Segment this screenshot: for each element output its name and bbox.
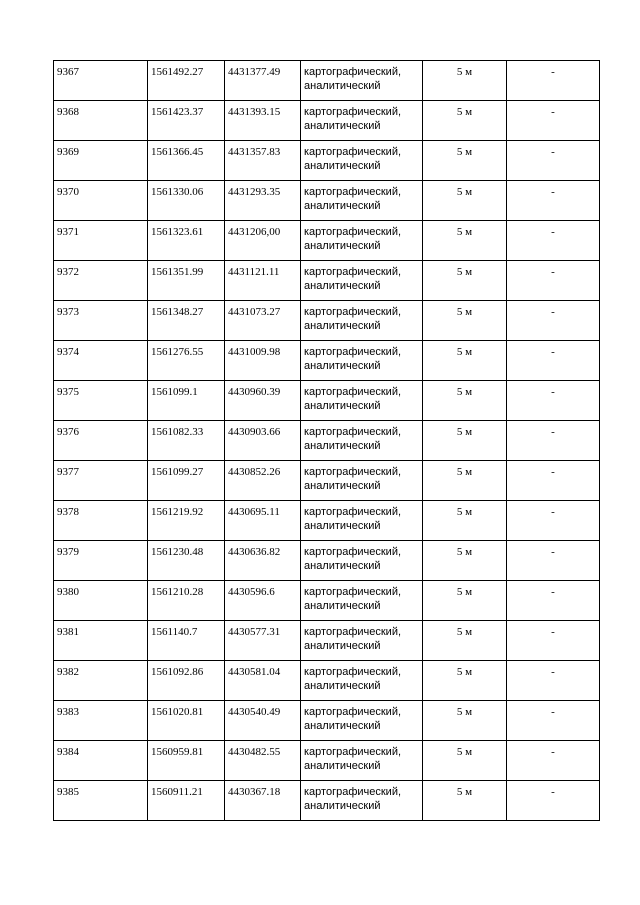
method-cell: картографический, аналитический xyxy=(301,301,423,341)
x-coordinate-cell: 1561323.61 xyxy=(148,221,225,261)
point-number-cell: 9367 xyxy=(54,61,148,101)
point-number-cell: 9369 xyxy=(54,141,148,181)
method-cell: картографический, аналитический xyxy=(301,61,423,101)
point-number-cell: 9373 xyxy=(54,301,148,341)
note-cell: - xyxy=(507,61,600,101)
x-coordinate-cell: 1560911.21 xyxy=(148,781,225,821)
x-coordinate-cell: 1561492.27 xyxy=(148,61,225,101)
method-cell: картографический, аналитический xyxy=(301,181,423,221)
note-cell: - xyxy=(507,181,600,221)
y-coordinate-cell: 4430852.26 xyxy=(225,461,301,501)
table-row xyxy=(54,261,600,301)
table-row xyxy=(54,701,600,741)
table-row xyxy=(54,301,600,341)
point-number-cell: 9374 xyxy=(54,341,148,381)
y-coordinate-cell: 4430695.11 xyxy=(225,501,301,541)
table-row xyxy=(54,781,600,821)
y-coordinate-cell: 4431293.35 xyxy=(225,181,301,221)
y-coordinate-cell: 4430596.6 xyxy=(225,581,301,621)
table-row xyxy=(54,341,600,381)
x-coordinate-cell: 1561230.48 xyxy=(148,541,225,581)
method-cell: картографический, аналитический xyxy=(301,701,423,741)
accuracy-cell: 5 м xyxy=(423,541,507,581)
table-row xyxy=(54,661,600,701)
coordinates-table xyxy=(53,60,600,821)
point-number-cell: 9377 xyxy=(54,461,148,501)
y-coordinate-cell: 4430482.55 xyxy=(225,741,301,781)
note-cell: - xyxy=(507,101,600,141)
point-number-cell: 9375 xyxy=(54,381,148,421)
point-number-cell: 9380 xyxy=(54,581,148,621)
method-cell: картографический, аналитический xyxy=(301,141,423,181)
table-row xyxy=(54,621,600,661)
method-cell: картографический, аналитический xyxy=(301,581,423,621)
y-coordinate-cell: 4431206,00 xyxy=(225,221,301,261)
y-coordinate-cell: 4430367.18 xyxy=(225,781,301,821)
note-cell: - xyxy=(507,261,600,301)
y-coordinate-cell: 4430540.49 xyxy=(225,701,301,741)
note-cell: - xyxy=(507,421,600,461)
table-body xyxy=(54,61,600,821)
point-number-cell: 9376 xyxy=(54,421,148,461)
method-cell: картографический, аналитический xyxy=(301,341,423,381)
accuracy-cell: 5 м xyxy=(423,101,507,141)
accuracy-cell: 5 м xyxy=(423,421,507,461)
point-number-cell: 9384 xyxy=(54,741,148,781)
note-cell: - xyxy=(507,701,600,741)
table-row xyxy=(54,421,600,461)
y-coordinate-cell: 4430960.39 xyxy=(225,381,301,421)
note-cell: - xyxy=(507,341,600,381)
accuracy-cell: 5 м xyxy=(423,661,507,701)
method-cell: картографический, аналитический xyxy=(301,781,423,821)
accuracy-cell: 5 м xyxy=(423,741,507,781)
method-cell: картографический, аналитический xyxy=(301,381,423,421)
x-coordinate-cell: 1561099.27 xyxy=(148,461,225,501)
table-row xyxy=(54,501,600,541)
x-coordinate-cell: 1561092.86 xyxy=(148,661,225,701)
method-cell: картографический, аналитический xyxy=(301,661,423,701)
note-cell: - xyxy=(507,301,600,341)
point-number-cell: 9378 xyxy=(54,501,148,541)
method-cell: картографический, аналитический xyxy=(301,261,423,301)
x-coordinate-cell: 1561351.99 xyxy=(148,261,225,301)
accuracy-cell: 5 м xyxy=(423,61,507,101)
y-coordinate-cell: 4430636.82 xyxy=(225,541,301,581)
note-cell: - xyxy=(507,501,600,541)
note-cell: - xyxy=(507,141,600,181)
method-cell: картографический, аналитический xyxy=(301,621,423,661)
point-number-cell: 9371 xyxy=(54,221,148,261)
x-coordinate-cell: 1561330.06 xyxy=(148,181,225,221)
x-coordinate-cell: 1561423.37 xyxy=(148,101,225,141)
point-number-cell: 9370 xyxy=(54,181,148,221)
accuracy-cell: 5 м xyxy=(423,341,507,381)
accuracy-cell: 5 м xyxy=(423,501,507,541)
y-coordinate-cell: 4431357.83 xyxy=(225,141,301,181)
y-coordinate-cell: 4431073.27 xyxy=(225,301,301,341)
accuracy-cell: 5 м xyxy=(423,181,507,221)
x-coordinate-cell: 1560959.81 xyxy=(148,741,225,781)
accuracy-cell: 5 м xyxy=(423,141,507,181)
note-cell: - xyxy=(507,781,600,821)
y-coordinate-cell: 4430903.66 xyxy=(225,421,301,461)
note-cell: - xyxy=(507,741,600,781)
point-number-cell: 9379 xyxy=(54,541,148,581)
y-coordinate-cell: 4431121.11 xyxy=(225,261,301,301)
table-row xyxy=(54,461,600,501)
accuracy-cell: 5 м xyxy=(423,221,507,261)
method-cell: картографический, аналитический xyxy=(301,421,423,461)
method-cell: картографический, аналитический xyxy=(301,221,423,261)
accuracy-cell: 5 м xyxy=(423,381,507,421)
note-cell: - xyxy=(507,461,600,501)
note-cell: - xyxy=(507,621,600,661)
accuracy-cell: 5 м xyxy=(423,621,507,661)
point-number-cell: 9385 xyxy=(54,781,148,821)
table-row xyxy=(54,541,600,581)
table-row xyxy=(54,101,600,141)
x-coordinate-cell: 1561020.81 xyxy=(148,701,225,741)
accuracy-cell: 5 м xyxy=(423,301,507,341)
x-coordinate-cell: 1561099.1 xyxy=(148,381,225,421)
x-coordinate-cell: 1561348.27 xyxy=(148,301,225,341)
x-coordinate-cell: 1561219.92 xyxy=(148,501,225,541)
x-coordinate-cell: 1561140.7 xyxy=(148,621,225,661)
note-cell: - xyxy=(507,541,600,581)
accuracy-cell: 5 м xyxy=(423,461,507,501)
point-number-cell: 9383 xyxy=(54,701,148,741)
table-row xyxy=(54,221,600,261)
note-cell: - xyxy=(507,381,600,421)
accuracy-cell: 5 м xyxy=(423,261,507,301)
accuracy-cell: 5 м xyxy=(423,781,507,821)
note-cell: - xyxy=(507,661,600,701)
note-cell: - xyxy=(507,581,600,621)
x-coordinate-cell: 1561210.28 xyxy=(148,581,225,621)
table-row xyxy=(54,141,600,181)
table-row xyxy=(54,61,600,101)
method-cell: картографический, аналитический xyxy=(301,541,423,581)
y-coordinate-cell: 4430577.31 xyxy=(225,621,301,661)
y-coordinate-cell: 4431393.15 xyxy=(225,101,301,141)
y-coordinate-cell: 4431377.49 xyxy=(225,61,301,101)
point-number-cell: 9382 xyxy=(54,661,148,701)
y-coordinate-cell: 4431009.98 xyxy=(225,341,301,381)
x-coordinate-cell: 1561366.45 xyxy=(148,141,225,181)
method-cell: картографический, аналитический xyxy=(301,461,423,501)
table-row xyxy=(54,181,600,221)
table-row xyxy=(54,741,600,781)
point-number-cell: 9381 xyxy=(54,621,148,661)
table-row xyxy=(54,381,600,421)
table-row xyxy=(54,581,600,621)
point-number-cell: 9372 xyxy=(54,261,148,301)
method-cell: картографический, аналитический xyxy=(301,101,423,141)
x-coordinate-cell: 1561082.33 xyxy=(148,421,225,461)
x-coordinate-cell: 1561276.55 xyxy=(148,341,225,381)
point-number-cell: 9368 xyxy=(54,101,148,141)
accuracy-cell: 5 м xyxy=(423,581,507,621)
method-cell: картографический, аналитический xyxy=(301,501,423,541)
y-coordinate-cell: 4430581.04 xyxy=(225,661,301,701)
method-cell: картографический, аналитический xyxy=(301,741,423,781)
accuracy-cell: 5 м xyxy=(423,701,507,741)
note-cell: - xyxy=(507,221,600,261)
